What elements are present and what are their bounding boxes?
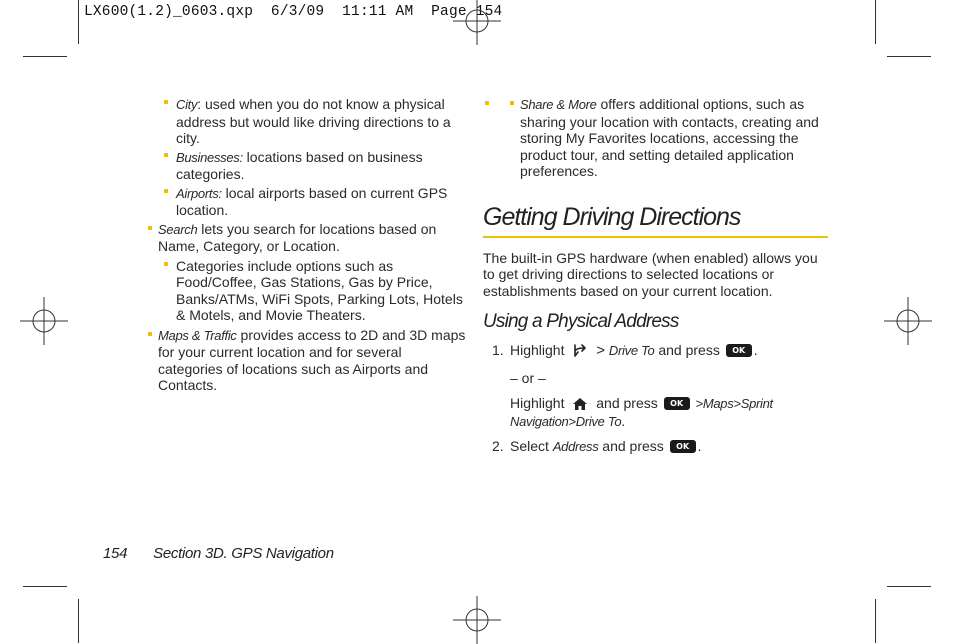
step-number: 2. bbox=[492, 438, 504, 454]
step-text: and press bbox=[602, 438, 664, 454]
term-airports: Airports: bbox=[176, 185, 222, 201]
list-item-city bbox=[146, 96, 466, 147]
term-drive-to: Drive To bbox=[608, 343, 655, 358]
crop-mark-top-left-v bbox=[78, 0, 79, 44]
term-address: Address bbox=[552, 439, 599, 454]
ok-key-icon bbox=[726, 344, 752, 357]
list-item-airports bbox=[146, 185, 466, 219]
step-1 bbox=[483, 342, 828, 360]
list-item-share-more bbox=[483, 96, 828, 180]
list-item-businesses bbox=[146, 149, 466, 183]
step-2 bbox=[483, 438, 828, 456]
crop-mark-top-right-h bbox=[887, 56, 931, 57]
crop-mark-bottom-right-v bbox=[875, 599, 876, 643]
crop-mark-bottom-right-h bbox=[887, 586, 931, 587]
crop-mark-bottom-left-h bbox=[23, 586, 67, 587]
list-item-text: local airports based on current GPS location. bbox=[176, 184, 448, 218]
list-item-maps-traffic bbox=[146, 327, 466, 394]
home-icon bbox=[572, 397, 588, 411]
step-end: . bbox=[753, 342, 758, 358]
step-text: Highlight bbox=[510, 342, 565, 358]
print-slug: LX600(1.2)_0603.qxp 6/3/09 11:11 AM Page 154 bbox=[84, 4, 503, 20]
term-share-more: Share & More bbox=[520, 97, 597, 112]
list-item-text: locations based on business categories. bbox=[176, 148, 423, 182]
term-maps-traffic: Maps & Traffic bbox=[158, 327, 237, 343]
left-column bbox=[146, 96, 466, 397]
right-column bbox=[483, 96, 828, 456]
registration-mark-top bbox=[453, 0, 501, 45]
step-text: Select bbox=[510, 438, 549, 454]
step-text: Highlight bbox=[510, 395, 565, 411]
registration-mark-bottom bbox=[453, 596, 501, 644]
crop-mark-top-left-h bbox=[23, 56, 67, 57]
ok-key-icon bbox=[670, 440, 696, 453]
section-label: Section 3D. GPS Navigation bbox=[153, 545, 334, 562]
term-search: Search bbox=[158, 221, 198, 237]
step-1-alternative bbox=[483, 395, 828, 430]
page-footer bbox=[103, 545, 334, 562]
intro-paragraph: The built-in GPS hardware (when enabled) allows you to get driving directions to selected locations or establishments based on your current location. bbox=[483, 249, 818, 299]
step-end: . bbox=[697, 438, 702, 454]
list-item-categories bbox=[146, 258, 466, 324]
registration-mark-right bbox=[884, 297, 932, 345]
crop-mark-top-right-v bbox=[875, 0, 876, 44]
navigation-icon bbox=[572, 344, 588, 358]
registration-mark-left bbox=[20, 297, 68, 345]
section-title: Getting Driving Directions bbox=[483, 202, 828, 238]
list-item-text: lets you search for locations based on Name, Category, or Location. bbox=[158, 220, 437, 254]
list-item-text: provides access to 2D and 3D maps for your current location and for several categories of locations such as Airports and Contacts. bbox=[158, 326, 466, 393]
term-businesses: Businesses: bbox=[176, 149, 243, 165]
bullet-square bbox=[510, 101, 514, 105]
step-number: 1. bbox=[492, 342, 504, 358]
list-item-search bbox=[146, 221, 466, 255]
or-separator: – or – bbox=[510, 369, 546, 386]
ok-key-icon bbox=[664, 397, 690, 410]
step-end: . bbox=[621, 412, 626, 429]
page-number: 154 bbox=[103, 545, 128, 562]
term-menu-path: >Maps>Sprint Navigation>Drive To bbox=[510, 396, 773, 429]
step-text: and press bbox=[658, 342, 720, 358]
list-item-text: offers additional options, such as sharing your location with contacts, creating and storing My Favorites locations, accessing the product tour, and setting detailed application preferences. bbox=[520, 96, 819, 179]
subsection-title: Using a Physical Address bbox=[483, 311, 679, 332]
crop-mark-bottom-left-v bbox=[78, 599, 79, 643]
term-city: City bbox=[176, 97, 198, 112]
step-text: and press bbox=[596, 395, 658, 411]
list-item-text: : used when you do not know a physical address but would like driving directions to a city. bbox=[176, 96, 451, 146]
step-separator: > bbox=[596, 342, 606, 359]
list-item-text: Categories include options such as Food/Coffee, Gas Stations, Gas by Price, Banks/ATMs, WiFi Spots, Parking Lots, Hotels & Motels, and Movie Theaters. bbox=[176, 257, 463, 323]
